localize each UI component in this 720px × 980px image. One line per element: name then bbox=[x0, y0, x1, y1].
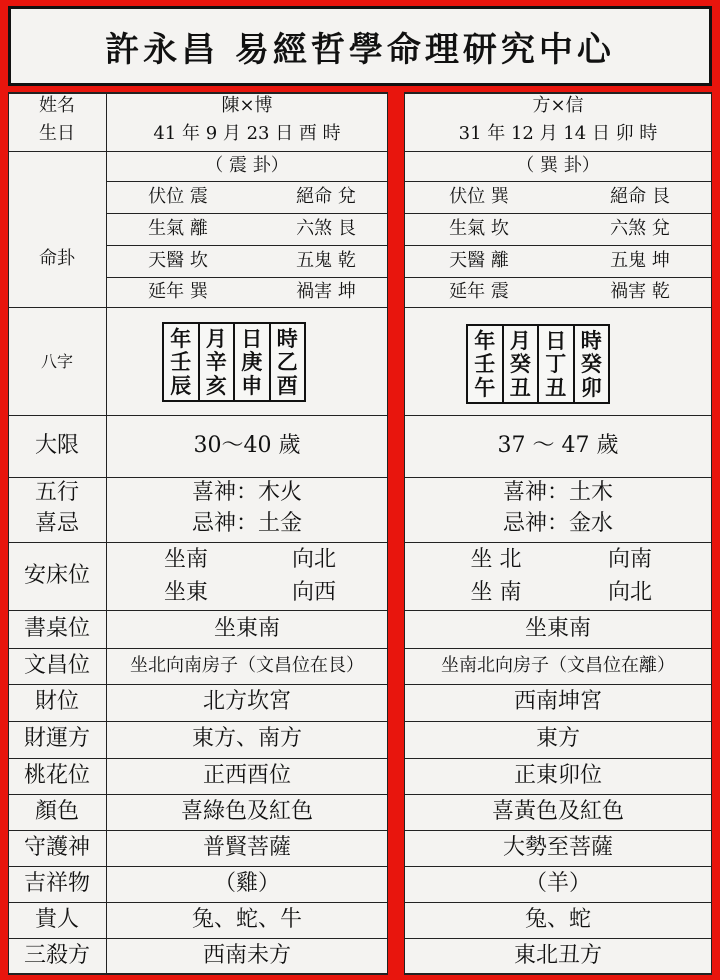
right-shouhu: 大勢至菩薩 bbox=[502, 835, 614, 860]
left-shouhu: 普賢菩薩 bbox=[202, 835, 292, 860]
label-sansha: 三殺方 bbox=[23, 943, 91, 968]
right-bazi-grid bbox=[466, 324, 610, 404]
left-bazi-col-month: 月 辛 亥 bbox=[200, 324, 236, 400]
right-gua-row-4a: 延年 震 bbox=[449, 281, 509, 302]
left-yanse: 喜綠色及紅色 bbox=[180, 799, 314, 824]
right-anchuang-1: 坐 北 bbox=[470, 547, 522, 572]
label-daxian: 大限 bbox=[34, 433, 80, 458]
left-anchuang-1: 坐南 bbox=[163, 547, 209, 572]
left-name: 陳×博 bbox=[221, 95, 273, 116]
label-jixiang: 吉祥物 bbox=[23, 871, 91, 896]
right-chart-panel bbox=[404, 92, 712, 975]
right-bazi-col-year: 年 壬 午 bbox=[468, 326, 504, 402]
right-guiren: 兔、蛇 bbox=[524, 907, 592, 932]
left-bazi-grid bbox=[162, 322, 306, 402]
left-shuzhuo: 坐東南 bbox=[213, 616, 281, 641]
left-gua-row-3b: 五鬼 乾 bbox=[296, 250, 356, 271]
left-xishen: 喜神：木火 bbox=[191, 480, 303, 505]
left-guiren: 兔、蛇、牛 bbox=[191, 907, 303, 932]
label-guiren: 貴人 bbox=[34, 907, 80, 932]
label-caiyun: 財運方 bbox=[23, 726, 91, 751]
right-gua-row-4b: 禍害 乾 bbox=[610, 281, 670, 302]
right-gua-row-2a: 生氣 坎 bbox=[449, 218, 509, 239]
right-caiwei: 西南坤宮 bbox=[513, 689, 603, 714]
left-chart-panel bbox=[8, 92, 388, 975]
left-wenchang: 坐北向南房子（文昌位在艮） bbox=[130, 655, 364, 676]
right-anchuang-3: 坐 南 bbox=[470, 580, 522, 605]
label-anchuang: 安床位 bbox=[23, 563, 91, 588]
left-birthday: 41 年 9 月 23 日 酉 時 bbox=[153, 123, 341, 144]
right-jishen: 忌神：金水 bbox=[502, 511, 614, 536]
label-shuzhuo: 書桌位 bbox=[23, 616, 91, 641]
left-daxian: 30～40 歲 bbox=[193, 433, 301, 458]
right-name: 方×信 bbox=[532, 95, 584, 116]
right-sansha: 東北丑方 bbox=[513, 943, 603, 968]
right-gua-row-2b: 六煞 兌 bbox=[610, 218, 670, 239]
left-sansha: 西南未方 bbox=[202, 943, 292, 968]
left-anchuang-4: 向西 bbox=[291, 580, 337, 605]
right-shuzhuo: 坐東南 bbox=[524, 616, 592, 641]
label-xiji: 喜忌 bbox=[34, 511, 80, 536]
right-gua-row-1a: 伏位 巽 bbox=[449, 186, 509, 207]
left-gua-row-3a: 天醫 坎 bbox=[148, 250, 208, 271]
left-gua-row-1b: 絕命 兌 bbox=[296, 186, 356, 207]
left-gua-row-2b: 六煞 艮 bbox=[296, 218, 356, 239]
right-xishen: 喜神：土木 bbox=[502, 480, 614, 505]
label-birthday: 生日 bbox=[39, 123, 75, 144]
label-caiwei: 財位 bbox=[34, 689, 80, 714]
right-caiyun: 東方 bbox=[535, 726, 581, 751]
left-bazi-col-day: 日 庚 申 bbox=[235, 324, 271, 400]
right-bazi-col-hour: 時 癸 卯 bbox=[580, 328, 602, 400]
right-gua-row-1b: 絕命 艮 bbox=[610, 186, 670, 207]
left-anchuang-2: 向北 bbox=[291, 547, 337, 572]
title-banner bbox=[8, 6, 712, 86]
label-taohua: 桃花位 bbox=[23, 763, 91, 788]
right-taohua: 正東卯位 bbox=[513, 763, 603, 788]
left-gua-row-4a: 延年 巽 bbox=[148, 281, 208, 302]
left-gua-row-4b: 禍害 坤 bbox=[296, 281, 356, 302]
left-gua: （ 震 卦） bbox=[205, 155, 289, 176]
left-bazi-col-year: 年 壬 辰 bbox=[164, 324, 200, 400]
right-wenchang: 坐南北向房子（文昌位在離） bbox=[441, 655, 675, 676]
label-wuxing: 五行 bbox=[34, 480, 80, 505]
left-gua-row-2a: 生氣 離 bbox=[148, 218, 208, 239]
label-name: 姓名 bbox=[39, 95, 75, 116]
label-shouhu: 守護神 bbox=[23, 835, 91, 860]
right-anchuang-4: 向北 bbox=[607, 580, 653, 605]
left-jixiang: （雞） bbox=[213, 871, 281, 896]
label-yanse: 顏色 bbox=[34, 799, 80, 824]
left-taohua: 正西酉位 bbox=[202, 763, 292, 788]
left-bazi-col-hour: 時 乙 酉 bbox=[276, 326, 298, 398]
label-wenchang: 文昌位 bbox=[23, 653, 91, 678]
label-bazi: 八字 bbox=[40, 352, 74, 371]
page-title: 許永昌 易經哲學命理研究中心 bbox=[105, 29, 615, 70]
right-gua-row-3b: 五鬼 坤 bbox=[610, 250, 670, 271]
left-caiwei: 北方坎宮 bbox=[202, 689, 292, 714]
right-gua-row-3a: 天醫 離 bbox=[449, 250, 509, 271]
right-anchuang-2: 向南 bbox=[607, 547, 653, 572]
left-caiyun: 東方、南方 bbox=[191, 726, 303, 751]
left-anchuang-3: 坐東 bbox=[163, 580, 209, 605]
right-bazi-col-day: 日 丁 丑 bbox=[539, 326, 575, 402]
right-jixiang: （羊） bbox=[524, 871, 592, 896]
left-gua-row-1a: 伏位 震 bbox=[148, 186, 208, 207]
right-bazi-col-month: 月 癸 丑 bbox=[504, 326, 540, 402]
label-minggua: 命卦 bbox=[39, 248, 75, 269]
right-yanse: 喜黃色及紅色 bbox=[491, 799, 625, 824]
right-birthday: 31 年 12 月 14 日 卯 時 bbox=[458, 123, 658, 144]
right-gua: （ 巽 卦） bbox=[516, 155, 600, 176]
left-jishen: 忌神：土金 bbox=[191, 511, 303, 536]
right-daxian: 37 ～ 47 歲 bbox=[497, 433, 619, 458]
